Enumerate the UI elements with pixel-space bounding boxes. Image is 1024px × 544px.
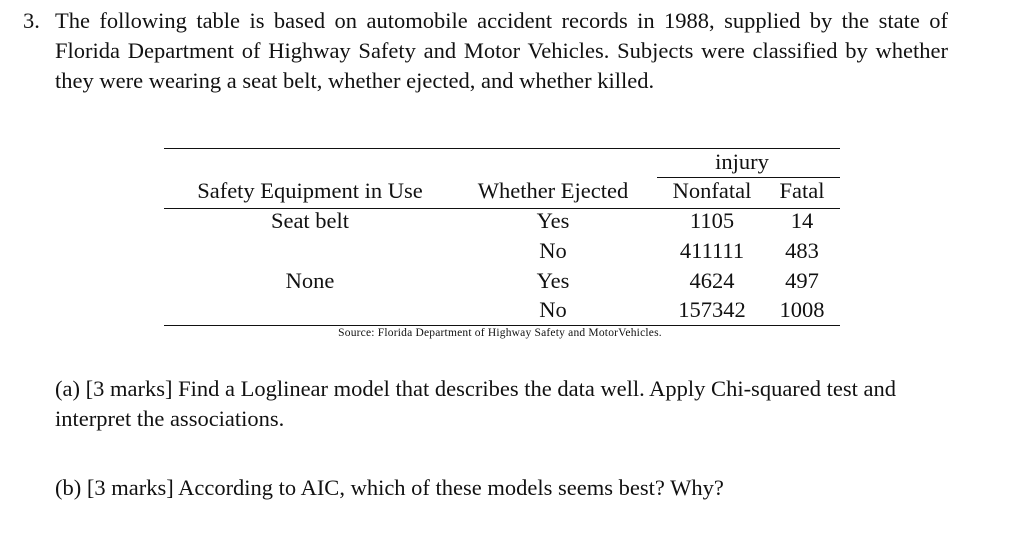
table-cell-ejected: Yes [536,208,570,233]
question-part-a: (a) [3 marks] Find a Loglinear model that describes the data well. Apply Chi-squared test and interpret the associations. [55,376,897,431]
problem-intro: The following table is based on automobile accident records in 1988, supplied by the state of Florida Department of Highway Safety and Motor Vehicles. Subjects were classified by whether they were wearing a seat belt, whether ejected, and whether killed. [55,8,948,93]
table-cell-fatal: 1008 [779,297,825,322]
table-cell-safety: Seat belt [270,208,350,233]
table-cell-ejected: No [539,297,567,322]
table-source-note: Source: Florida Department of Highway Safety and MotorVehicles. [338,327,662,339]
table-cell-ejected: No [539,238,567,263]
table-cell-fatal: 483 [785,238,819,263]
header-fatal: Fatal [779,178,825,203]
table-cell-fatal: 497 [785,268,819,293]
injury-group-header: injury [715,149,769,174]
header-safety-equipment: Safety Equipment in Use [197,178,423,203]
problem-number: 3. [23,8,40,33]
table-cell-nonfatal: 1105 [689,208,735,233]
table-cell-safety: None [285,268,335,293]
header-whether-ejected: Whether Ejected [477,178,629,203]
table-cell-ejected: Yes [536,268,570,293]
table-cell-nonfatal: 411111 [679,238,745,263]
table-cell-nonfatal: 4624 [689,268,735,293]
question-part-b: (b) [3 marks] According to AIC, which of these models seems best? Why? [55,475,724,500]
header-nonfatal: Nonfatal [672,178,752,203]
table-cell-nonfatal: 157342 [678,297,746,322]
table-cell-fatal: 14 [790,208,814,233]
